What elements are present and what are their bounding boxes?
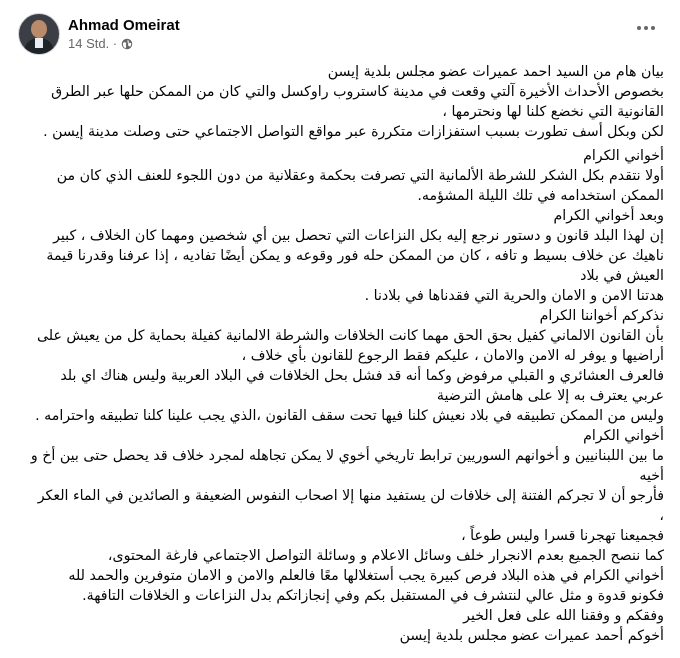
- post-paragraph: فجميعنا تهجرنا قسرا وليس طوعاً ،: [461, 528, 664, 544]
- post-paragraph: وليس من الممكن تطبيقه في بلاد نعيش كلنا فيها تحت سقف القانون ،الذي يجب علينا كلنا تطبيقه واحترامه .: [35, 408, 664, 424]
- post-paragraph: أخواني الكرام في هذه البلاد فرص كبيرة يجب أستغلالها معًا فالعلم والامن و الامان متوفرين والحمد لله: [68, 568, 664, 584]
- profile-avatar[interactable]: [18, 13, 60, 55]
- post-header: [18, 12, 180, 56]
- post-paragraph: وفقكم و وفقنا الله على فعل الخير: [463, 608, 664, 624]
- post-paragraph: بخصوص الأحداث الأخيرة آلتي وقعت في مدينة كاستروب راوكسل والتي كان من الممكن حلها عبر الطرق القانونية التي نخضع كلنا لها ونحترمها ،: [51, 84, 664, 120]
- post-paragraph: فأرجو أن لا تجركم الفتنة إلى خلافات لن يستفيد منها إلا اصحاب النفوس الضعيفة و الصائدين في الماء العكر ،: [37, 488, 664, 524]
- globe-icon: [121, 38, 133, 50]
- more-dot: [651, 26, 655, 30]
- post-paragraph: هدتنا الامن و الامان والحرية التي فقدناها في بلادنا .: [364, 288, 664, 304]
- post-paragraph: أخواني الكرام: [583, 428, 664, 444]
- post-paragraph: بأن القانون الالماني كفيل بحق الحق مهما كانت الخلافات والشرطة الالمانية كفيلة بحماية كل من يعيش على أراضيها و يوفر له الامن والامان ، عليكم فقط الرجوع للقانون بأي خلاف ،: [36, 328, 664, 364]
- post-paragraph: لكن وبكل أسف تطورت بسبب استفزازات متكررة عبر مواقع التواصل الاجتماعي حتى وصلت مدينة إيسن .: [43, 124, 664, 140]
- post-paragraph: أولا نتقدم بكل الشكر للشرطة الألمانية التي تصرفت بحكمة وعقلانية من دون اللجوء للعنف الذي كان من الممكن استخدامه في تلك الليلة المشؤمه.: [56, 168, 664, 204]
- post-paragraph: نذكركم أخواننا الكرام: [539, 308, 664, 324]
- more-dot: [644, 26, 648, 30]
- post-meta: [68, 16, 180, 52]
- post-timestamp[interactable]: 14 Std. ·: [68, 36, 118, 51]
- post-paragraph: فالعرف العشائري و القبلي مرفوض وكما أنه قد فشل بحل الخلافات في البلاد العربية وليس هناك اي بلد عربي يعترف به إلا على هامش الترضية: [60, 368, 664, 404]
- more-options-icon[interactable]: [628, 18, 664, 38]
- post-paragraph: إن لهذا البلد قانون و دستور نرجع إليه بكل النزاعات التي تحصل بين أي شخصين ومهما كان الخلاف ، كبير ناهيك عن خلاف بسيط و تافه ، كان من الممكن حله فور وقوعه و يمكن أيضًا تفاديه ، إذا عرفنا وقدرنا قيمة العيش في بلاد: [46, 228, 664, 284]
- post-subline: [68, 35, 180, 52]
- post-paragraph: بيان هام من السيد احمد عميرات عضو مجلس بلدية إيسن: [327, 64, 664, 80]
- author-name[interactable]: Ahmad Omeirat: [68, 17, 180, 34]
- post-paragraph: أخواني الكرام: [583, 148, 664, 164]
- post-paragraph: كما ننصح الجميع بعدم الانجرار خلف وسائل الاعلام و وسائلة التواصل الاجتماعي فارغة المحتوى،: [107, 548, 664, 564]
- more-dot: [637, 26, 641, 30]
- avatar-face: [31, 20, 47, 38]
- post-text: [30, 62, 664, 646]
- post-paragraph: ما بين اللبنانيين و أخوانهم السوريين ترابط تاريخي أخوي لا يمكن تجاهله لمجرد خلاف قد يحصل حتى بين أخ و أخيه: [30, 448, 664, 484]
- post-paragraph: فكونو قدوة و مثل عالي لنتشرف في المستقبل بكم وفي إنجازاتكم بدل النزاعات و الخلافات التافهة.: [82, 588, 664, 604]
- avatar-collar: [35, 38, 43, 48]
- post-paragraph: أخوكم أحمد عميرات عضو مجلس بلدية إيسن: [399, 628, 664, 644]
- post-paragraph: وبعد أخواني الكرام: [553, 208, 664, 224]
